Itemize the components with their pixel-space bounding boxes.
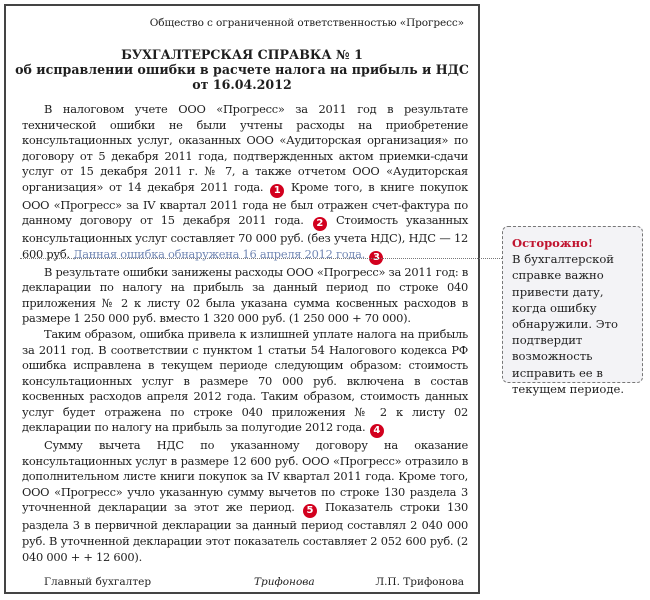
marker-4-icon: 4 xyxy=(370,424,384,438)
title-line-2: об исправлении ошибки в расчете налога на прибыль и НДС xyxy=(15,62,469,77)
document-body xyxy=(22,102,468,565)
marker-2-icon: 2 xyxy=(313,217,327,231)
paragraph-1-part-2: Кроме того, в книге покупок ООО «Прогресс» за IV квартал 2011 года не был отражен счет-фактура по данному договору от 15 декабря 2011 года. xyxy=(22,179,468,228)
callout-connector-line xyxy=(20,258,502,259)
signature-handwritten: Трифонова xyxy=(254,576,315,588)
paragraph-2: В результате ошибки занижены расходы ООО «Прогресс» за 2011 год: в декларации по налогу на прибыль за данный период по строке 040 приложения № 2 к листу 02 была указана сумма косвенных расходов в размере 1 250 000 руб. вместо 1 320 000 руб. (1 250 000 + 70 000). xyxy=(22,264,468,326)
paragraph-1-part-3: Стоимость указанных консультационных услуг составляет 70 000 руб. (без учета НДС), НДС — 12 600 руб. xyxy=(22,213,469,261)
marker-3-icon: 3 xyxy=(369,251,383,265)
warning-callout xyxy=(502,226,643,396)
signature-position: Главный бухгалтер xyxy=(44,576,152,588)
paragraph-3 xyxy=(22,327,468,438)
marker-5-icon: 5 xyxy=(303,504,317,518)
paragraph-1-part-1: В налоговом учете ООО «Прогресс» за 2011 год в результате технической ошибки не были учтены расходы на приобретение консультационных услуг, оказанных ООО «Аудиторская организация» по договору от 5 декабря 2011 года, подтвержденных актом приемки-сдачи услуг от 15 декабря 2011 г. № 7, а также отчетом ООО «Аудиторская организация» от 14 декабря 2011 года. xyxy=(22,102,468,194)
title-date: от 16.04.2012 xyxy=(192,77,292,92)
paragraph-3-text: Таким образом, ошибка привела к излишней уплате налога на прибыль за 2011 год. В соответствии с пунктом 1 статьи 54 Налогового кодекса РФ ошибка исправлена в текущем периоде следующим образом: стоимость консультационных услуг в размере 70 000 руб. включена в состав косвенных расходов апреля 2012 года. Таким образом, стоимость данных услуг будет отражена по строке 040 приложения № 2 к листу 02 декларации по налогу на прибыль за полугодие 2012 года. xyxy=(22,327,468,435)
document-title xyxy=(6,47,478,92)
marker-1-icon: 1 xyxy=(270,184,284,198)
organization-name: Общество с ограниченной ответственностью «Прогресс» xyxy=(149,17,464,29)
callout-title: Осторожно! xyxy=(512,236,593,250)
paragraph-4 xyxy=(22,438,468,565)
paragraph-4-part-2: Показатель строки 130 раздела 3 в первичной декларации за данный период составлял 2 040 000 руб. В уточненной декларации этот показатель составляет 2 052 600 руб. (2 040 000 + + 12 600). xyxy=(22,500,468,564)
title-line-1: БУХГАЛТЕРСКАЯ СПРАВКА № 1 xyxy=(121,47,363,62)
paragraph-1 xyxy=(22,102,468,265)
callout-text: В бухгалтерской справке важно привести дату, когда ошибку обнаружили. Это подтвердит возможность исправить ее в текущем периоде. xyxy=(512,252,625,396)
signature-name: Л.П. Трифонова xyxy=(375,576,464,588)
accounting-certificate-document xyxy=(4,4,480,594)
error-date-highlight: Данная ошибка обнаружена 16 апреля 2012 года. xyxy=(73,246,365,261)
paragraph-4-part-1: Сумму вычета НДС по указанному договору на оказание консультационных услуг в размере 12 600 руб. ООО «Прогресс» отразило в дополнительном листе книги покупок за IV квартал 2011 года. Кроме того, ООО «Прогресс» учло указанную сумму вычетов по строке 130 раздела 3 уточненной декларации за этот же период. xyxy=(22,438,468,515)
